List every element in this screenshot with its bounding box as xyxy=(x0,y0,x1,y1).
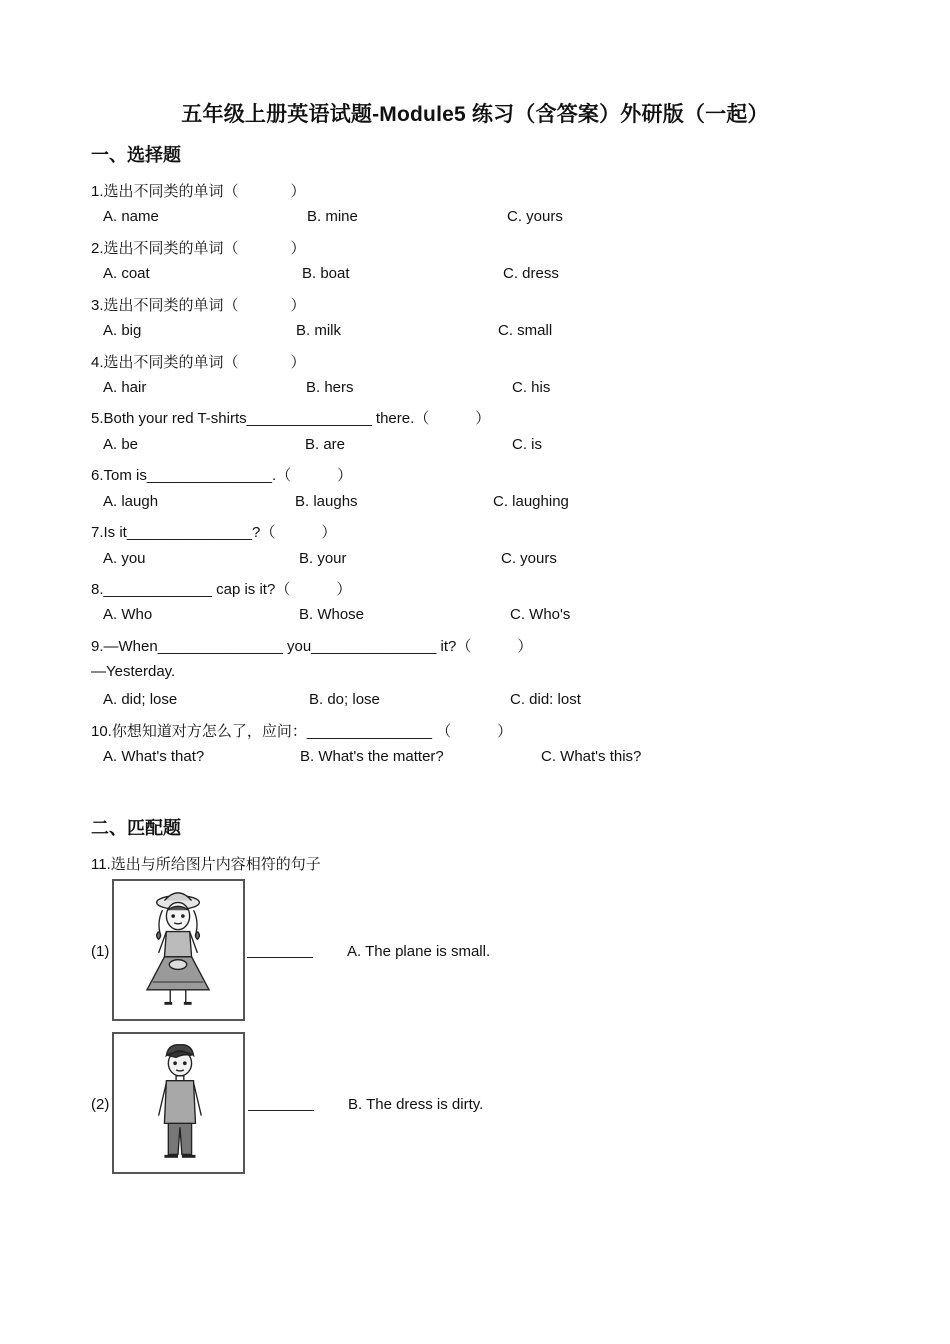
option-a: A. be xyxy=(103,436,139,453)
question-3 xyxy=(91,294,306,315)
question-1 xyxy=(91,180,306,201)
option-b: B. What's the matter? xyxy=(300,748,444,765)
question-2 xyxy=(91,237,306,258)
option-b: B. Whose xyxy=(299,606,365,623)
option-c: C. yours xyxy=(507,208,563,225)
match-item-label: (1) xyxy=(91,943,110,960)
option-a: A. What's that? xyxy=(103,748,205,765)
question-4 xyxy=(91,351,306,372)
option-b: B. milk xyxy=(296,322,341,339)
question-5 xyxy=(91,407,490,428)
question-paren-close: ） xyxy=(290,183,306,200)
question-9-answer-line: —Yesterday. xyxy=(91,663,176,680)
question-stem: 3.选出不同类的单词（ xyxy=(91,297,239,314)
option-b: B. boat xyxy=(302,265,350,282)
question-stem: 5.Both your red T-shirts_______________ there.（ xyxy=(91,410,430,427)
girl-in-dress-drawing xyxy=(114,881,243,1019)
question-paren-close: ） xyxy=(290,354,306,371)
option-b: B. laughs xyxy=(295,493,358,510)
option-b: B. your xyxy=(299,550,347,567)
option-a: A. name xyxy=(103,208,159,225)
section-2-title: 二、匹配题 xyxy=(91,818,181,838)
option-c: C. his xyxy=(512,379,551,396)
option-c: C. What's this? xyxy=(541,748,642,765)
option-c: C. Who's xyxy=(510,606,571,623)
option-c: C. laughing xyxy=(493,493,569,510)
option-a: A. Who xyxy=(103,606,153,623)
question-8 xyxy=(91,578,351,599)
option-b: B. mine xyxy=(307,208,358,225)
option-a: A. you xyxy=(103,550,146,567)
option-b: B. hers xyxy=(306,379,354,396)
match-choice-b: B. The dress is dirty. xyxy=(348,1096,484,1113)
question-paren-close: ） xyxy=(336,581,352,598)
answer-blank-2[interactable] xyxy=(248,1110,314,1111)
question-paren-close: ） xyxy=(517,638,533,655)
option-a: A. big xyxy=(103,322,142,339)
question-stem: 1.选出不同类的单词（ xyxy=(91,183,239,200)
question-stem: 7.Is it_______________?（ xyxy=(91,524,276,541)
question-9 xyxy=(91,635,532,656)
option-a: A. hair xyxy=(103,379,147,396)
option-c: C. is xyxy=(512,436,542,453)
question-stem: 9.—When_______________ you_______________ it?（ xyxy=(91,638,472,655)
option-c: C. did: lost xyxy=(510,691,581,708)
question-paren-close: ） xyxy=(337,467,353,484)
question-6 xyxy=(91,464,352,485)
question-paren-close: ） xyxy=(321,524,337,541)
question-11: 11.选出与所给图片内容相符的句子 xyxy=(91,856,321,873)
match-choice-a: A. The plane is small. xyxy=(347,943,491,960)
question-paren-close: ） xyxy=(290,240,306,257)
question-10 xyxy=(91,720,512,741)
question-stem: 10.你想知道对方怎么了，应问：_______________ （ xyxy=(91,723,452,740)
option-a: A. coat xyxy=(103,265,150,282)
boy-standing-drawing xyxy=(114,1034,243,1172)
option-b: B. do; lose xyxy=(309,691,380,708)
page-title: 五年级上册英语试题-Module5 练习（含答案）外研版（一起） xyxy=(181,103,769,126)
option-c: C. small xyxy=(498,322,553,339)
option-c: C. dress xyxy=(503,265,559,282)
boy-standing-icon xyxy=(112,1032,245,1174)
match-item-label: (2) xyxy=(91,1096,110,1113)
question-stem: 2.选出不同类的单词（ xyxy=(91,240,239,257)
question-stem: 6.Tom is_______________.（ xyxy=(91,467,292,484)
option-a: A. did; lose xyxy=(103,691,178,708)
question-stem: 8._____________ cap is it?（ xyxy=(91,581,291,598)
section-1-title: 一、选择题 xyxy=(91,145,181,165)
question-7 xyxy=(91,521,336,542)
option-a: A. laugh xyxy=(103,493,159,510)
question-paren-close: ） xyxy=(475,410,491,427)
option-b: B. are xyxy=(305,436,346,453)
question-paren-close: ） xyxy=(497,723,513,740)
question-paren-close: ） xyxy=(290,297,306,314)
girl-in-dress-icon xyxy=(112,879,245,1021)
option-c: C. yours xyxy=(501,550,557,567)
answer-blank-1[interactable] xyxy=(247,957,313,958)
question-stem: 4.选出不同类的单词（ xyxy=(91,354,239,371)
